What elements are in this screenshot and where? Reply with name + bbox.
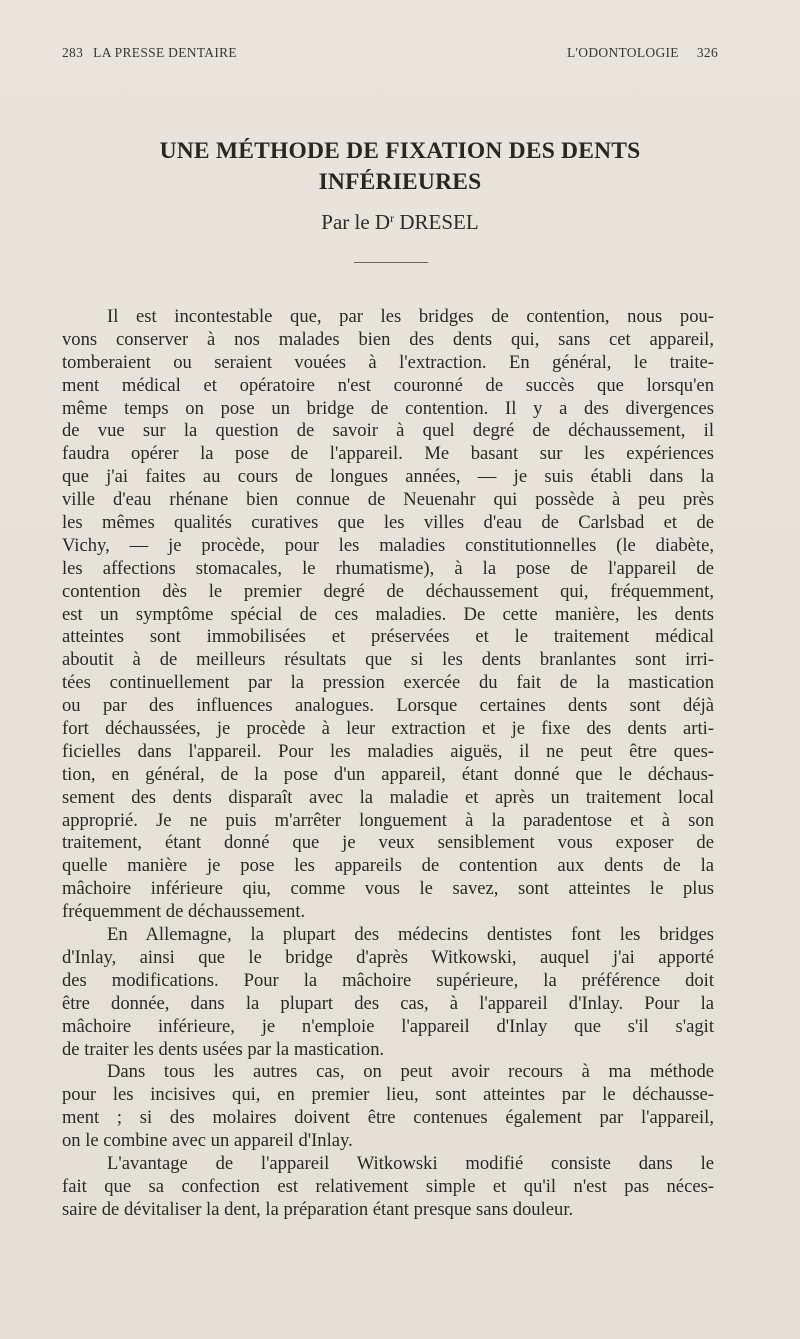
running-head-left bbox=[62, 45, 247, 61]
body-line: est un symptôme spécial de ces maladies. De cette manière, les dents bbox=[62, 603, 714, 625]
body-line: les affections stomacales, le rhumatisme), à la pose de l'appareil de bbox=[62, 557, 714, 579]
body-line: mâchoire inférieure, je n'emploie l'appareil d'Inlay que s'il s'agit bbox=[62, 1015, 714, 1037]
body-line: contention dès le premier degré de déchaussement qui, fréquemment, bbox=[62, 580, 714, 602]
body-line: ment médical et opératoire n'est couronné de succès que lorsqu'en bbox=[62, 374, 714, 396]
body-line: fort déchaussées, je procède à leur extraction et je fixe des dents arti- bbox=[62, 718, 714, 740]
body-line: de traiter les dents usées par la mastication. bbox=[62, 1038, 385, 1060]
body-line: d'Inlay, ainsi que le bridge d'après Witkowski, auquel j'ai apporté bbox=[62, 946, 714, 968]
body-line: que j'ai faites au cours de longues années, — je suis établi dans la bbox=[62, 466, 714, 488]
body-line: de vue sur la question de savoir à quel degré de déchaussement, il bbox=[62, 420, 714, 442]
body-line: ficielles dans l'appareil. Pour les maladies aiguës, il ne peut être ques- bbox=[62, 740, 714, 762]
article-body bbox=[62, 306, 714, 1222]
body-line: atteintes sont immobilisées et préservées et le traitement médical bbox=[62, 626, 714, 648]
body-line: être donnée, dans la plupart des cas, à l'appareil d'Inlay. Pour la bbox=[62, 992, 714, 1014]
title-divider bbox=[354, 262, 428, 263]
article-title-line-1: UNE MÉTHODE DE FIXATION DES DENTS bbox=[159, 138, 641, 164]
body-line: quelle manière je pose les appareils de contention aux dents de la bbox=[62, 855, 714, 877]
body-line: faudra opérer la pose de l'appareil. Me basant sur les expériences bbox=[62, 443, 714, 465]
left-journal-title: LA PRESSE DENTAIRE bbox=[93, 45, 237, 60]
body-line: ville d'eau rhénane bien connue de Neuenahr qui possède à peu près bbox=[62, 489, 714, 511]
body-line: Il est incontestable que, par les bridges de contention, nous pou- bbox=[107, 306, 714, 327]
body-line: vons conserver à nos malades bien des dents qui, sans cet appareil, bbox=[62, 328, 714, 350]
body-line: sement des dents disparaît avec la maladie et après un traitement local bbox=[62, 786, 714, 808]
body-line: on le combine avec un appareil d'Inlay. bbox=[62, 1130, 353, 1152]
body-line: ment ; si des molaires doivent être contenues également par l'appareil, bbox=[62, 1107, 714, 1129]
body-line: pour les incisives qui, en premier lieu, sont atteintes par le déchausse- bbox=[62, 1084, 714, 1106]
body-line: fréquemment de déchaussement. bbox=[62, 901, 306, 923]
byline-prefix: Par le D bbox=[321, 210, 391, 234]
article-title bbox=[62, 136, 738, 198]
body-line: mâchoire inférieure qiu, comme vous le savez, sont atteintes le plus bbox=[62, 878, 714, 900]
body-line: saire de dévitaliser la dent, la préparation étant presque sans douleur. bbox=[62, 1198, 574, 1220]
body-line: tomberaient ou seraient vouées à l'extraction. En général, le traite- bbox=[62, 351, 714, 373]
article-title-line-2: INFÉRIEURES bbox=[318, 169, 482, 195]
body-line: Dans tous les autres cas, on peut avoir recours à ma méthode bbox=[107, 1061, 714, 1083]
byline-superscript: r bbox=[390, 211, 395, 225]
body-line: En Allemagne, la plupart des médecins dentistes font les bridges bbox=[107, 924, 714, 946]
running-head-right bbox=[567, 45, 718, 61]
body-line: des modifications. Pour la mâchoire supérieure, la préférence doit bbox=[62, 969, 714, 991]
byline-author: DRESEL bbox=[394, 210, 479, 234]
body-line: approprié. Je ne puis m'arrêter longuement à la paradentose et à son bbox=[62, 809, 714, 831]
left-page-number: 283 bbox=[62, 45, 84, 60]
body-line: fait que sa confection est relativement simple et qu'il n'est pas néces- bbox=[62, 1175, 714, 1197]
body-line: ou par des influences analogues. Lorsque certaines dents sont déjà bbox=[62, 695, 714, 717]
body-line: tion, en général, de la pose d'un appareil, étant donné que le déchaus- bbox=[62, 763, 714, 785]
body-line: Vichy, — je procède, pour les maladies constitutionnelles (le diabète, bbox=[62, 534, 714, 556]
body-line: les mêmes qualités curatives que les villes d'eau de Carlsbad et de bbox=[62, 512, 714, 534]
body-line: L'avantage de l'appareil Witkowski modifié consiste dans le bbox=[107, 1152, 714, 1174]
body-line: traitement, étant donné que je veux sensiblement vous exposer de bbox=[62, 832, 714, 854]
author-byline bbox=[62, 210, 738, 235]
right-journal-title: L'ODONTOLOGIE bbox=[567, 45, 679, 60]
body-line: même temps on pose un bridge de contention. Il y a des divergences bbox=[62, 397, 714, 419]
running-head bbox=[62, 45, 718, 65]
right-page-number: 326 bbox=[696, 45, 718, 60]
body-line: tées continuellement par la pression exercée du fait de la mastication bbox=[62, 672, 714, 694]
body-line: aboutit à de meilleurs résultats que si les dents branlantes sont irri- bbox=[62, 649, 714, 671]
